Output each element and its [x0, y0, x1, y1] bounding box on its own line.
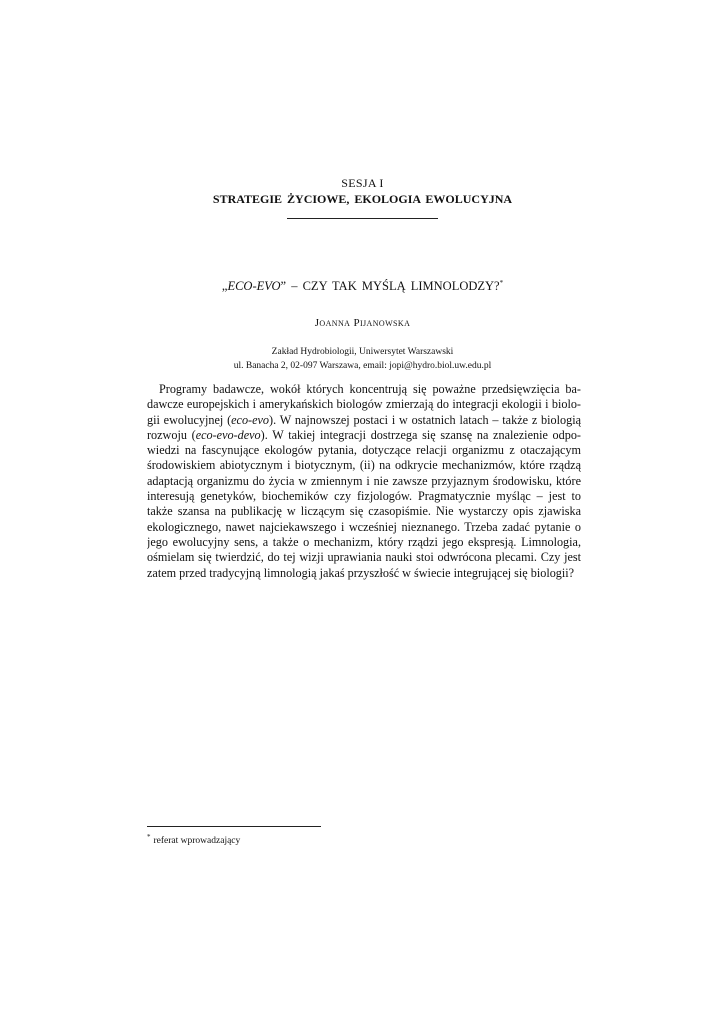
line-italic-term: eco-evo-devo [195, 427, 261, 442]
footnote-text: referat wprowadzający [153, 836, 241, 846]
paragraph-line: dawcze europejskich i amerykańskich biologów zmierzają do integracji ekologii i biolo- [147, 397, 581, 412]
paragraph-line: adaptacją organizmu do życia w zmiennym i nie zawsze przyjaznym środowisku, które [147, 473, 581, 488]
session-divider [287, 218, 438, 219]
paragraph-line: środowiskiem abiotycznym i biotycznym, (ii) na odkrycie mechanizmów, które rządzą [147, 458, 581, 473]
paragraph-line: wiedzi na fascynujące ekologów pytania, dotyczące relacji organizmu z otaczającym [147, 443, 581, 458]
paragraph-line: ośmielam się twierdzić, do tej wizji uprawiania nauki stoi odwrócona plecami. Czy jest [147, 550, 581, 565]
line-text: gii ewolucyjnej ( [147, 412, 232, 427]
footnote-marker: * [147, 833, 151, 841]
paragraph-line: jego ewolucyjny sens, a także o mechanizm, który rządzi jego ekspresją. Limnologia, [147, 534, 581, 549]
paragraph-line: zatem przed tradycyjną limnologią jakaś przyszłość w świecie integrującej się biologii? [147, 565, 575, 580]
line-text: ). W najnowszej postaci i w ostatnich latach – także z biologią [269, 412, 581, 427]
session-title: STRATEGIE ŻYCIOWE, EKOLOGIA EWOLUCYJNA [212, 192, 513, 206]
paragraph-line [147, 428, 581, 443]
paragraph-line: także szansa na publikację w liczącym się czasopiśmie. Nie wystarczy opis zjawiska [147, 504, 581, 519]
article-title [0, 279, 725, 294]
footnote [147, 833, 240, 846]
author-name: Joanna Pijanowska [314, 317, 411, 329]
affiliation-line-1: Zakład Hydrobiologii, Uniwersytet Warszawski [271, 347, 454, 357]
paragraph-line [147, 413, 581, 428]
line-text: ). W takiej integracji dostrzega się szansę na znalezienie odpo- [260, 427, 581, 442]
line-text: rozwoju ( [147, 427, 196, 442]
title-rest: ” – CZY TAK MYŚLĄ LIMNOLODZY? [280, 279, 500, 293]
line-italic-term: eco-evo [231, 412, 270, 427]
author-affiliation [0, 345, 725, 373]
title-open-quote: „ [221, 279, 228, 293]
footnote-divider [147, 826, 321, 827]
title-italic-part: ECO-EVO [227, 279, 281, 293]
paragraph-line: Programy badawcze, wokół których koncentrują się poważne przedsięwzięcia ba- [159, 382, 581, 396]
affiliation-line-2: ul. Banacha 2, 02-097 Warszawa, email: jopi@hydro.biol.uw.edu.pl [233, 361, 492, 371]
paragraph-line: interesują genetyków, biochemików czy fizjologów. Pragmatycznie myśląc – jest to [147, 489, 581, 504]
title-footnote-marker: * [499, 279, 504, 287]
session-label: SESJA I [341, 176, 384, 190]
abstract-paragraph [147, 382, 581, 581]
paragraph-line: ekologicznego, nawet najciekawszego i wcześniej nieznanego. Trzeba zadać pytanie o [147, 519, 581, 534]
